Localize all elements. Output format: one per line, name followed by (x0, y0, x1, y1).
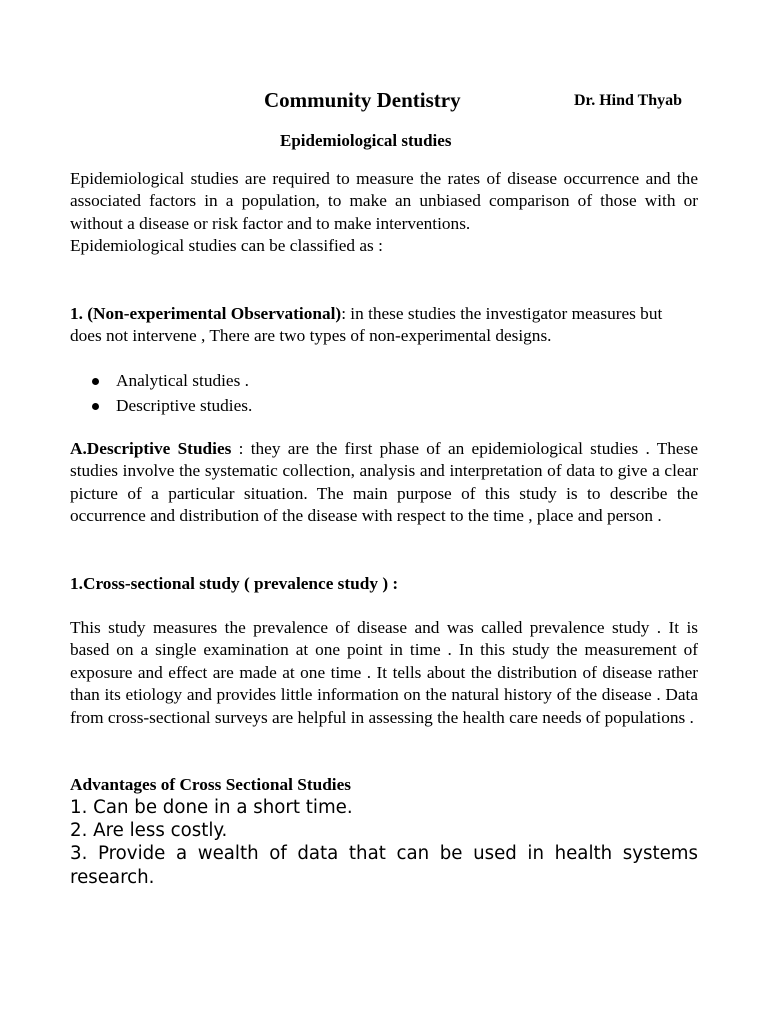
cross-sectional-body: This study measures the prevalence of disease and was called prevalence study . It is based on a single examination at one point in time . In this study the measurement of exposure and effect are made at one time . It tells about the distribution of disease rather than its etiology and provides little information on the natural history of the disease . Data from cross-sectional surveys are helpful in assessing the health care needs of populations . (70, 618, 698, 727)
section1-block (70, 303, 698, 348)
intro-paragraph: Epidemiological studies are required to measure the rates of disease occurrence and the associated factors in a population, to make an unbiased comparison of those with or without a disease or risk factor and to make interventions. (70, 169, 698, 233)
advantages-heading-block (70, 774, 698, 796)
list-item: 1. Can be done in a short time. (70, 797, 353, 818)
cross-sectional-heading-block (70, 573, 698, 595)
page-title: Community Dentistry (264, 88, 461, 112)
section-subtitle: Epidemiological studies (280, 131, 452, 150)
list-item: 2. Are less costly. (70, 820, 228, 842)
list-item-label: Descriptive studies. (116, 395, 253, 415)
section1-heading: 1. (Non-experimental Observational) (70, 304, 342, 323)
classified-line: Epidemiological studies can be classified as : (70, 236, 383, 256)
list-item: 3. Provide a wealth of data that can be used in health systems research. (70, 843, 698, 888)
bullet-icon (92, 378, 99, 385)
bullet-icon (92, 403, 99, 410)
descriptive-body: : they are the first phase of an epidemiological studies . These studies involve the systematic collection, analysis and interpretation of data to give a clear picture of a particular situation. The main purpose of this study is to describe the occurrence and distribution of the disease with respect to the time , place and person . (70, 439, 699, 526)
study-type-list (90, 369, 252, 418)
list-item (90, 394, 252, 419)
list-item-label: Analytical studies . (116, 371, 249, 390)
intro-block (70, 168, 698, 258)
section1-body: : in these studies the investigator measures but does not intervene , There are two types of non-experimental designs. (70, 304, 663, 346)
descriptive-block (70, 438, 698, 528)
advantages-heading: Advantages of Cross Sectional Studies (70, 775, 352, 794)
advantages-list (70, 796, 698, 889)
list-item (90, 369, 252, 394)
descriptive-heading: A.Descriptive Studies (70, 439, 232, 458)
author-name: Dr. Hind Thyab (574, 92, 683, 109)
cross-sectional-block (70, 617, 698, 729)
cross-sectional-heading: 1.Cross-sectional study ( prevalence study ) : (70, 574, 399, 593)
